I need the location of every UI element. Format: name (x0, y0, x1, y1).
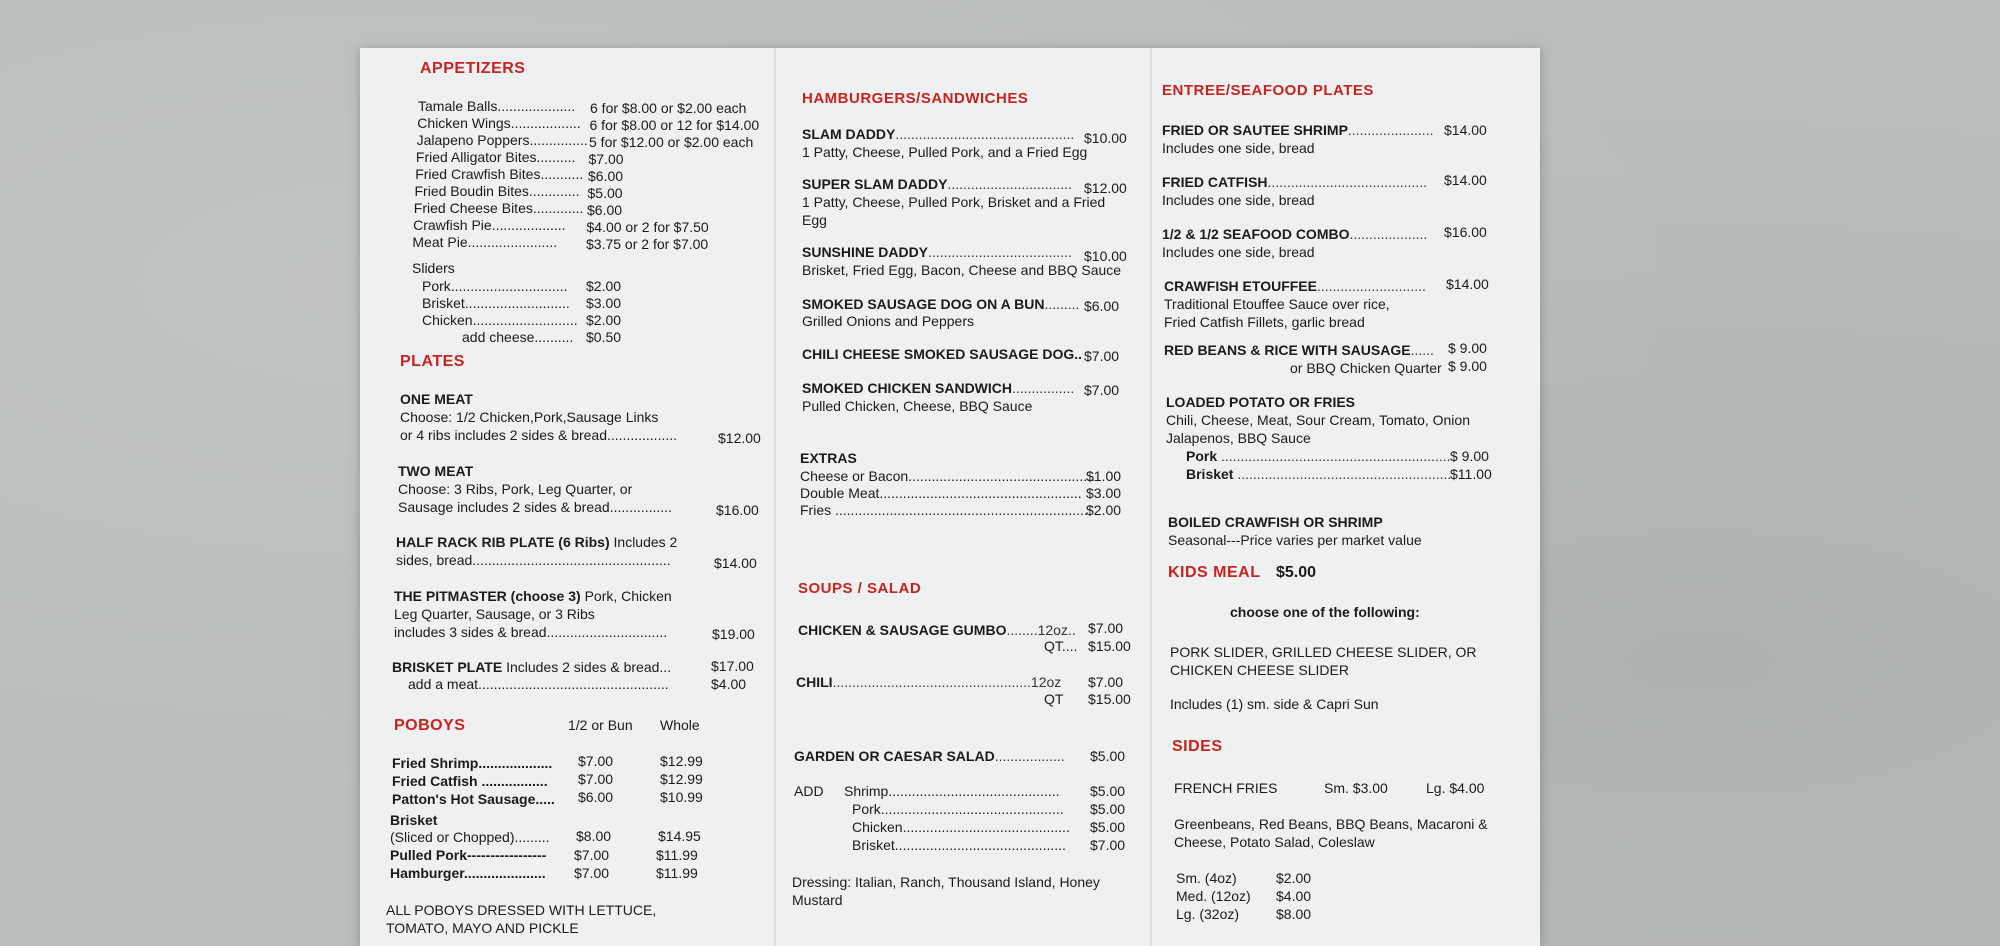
combo-desc: Includes one side, bread (1162, 244, 1315, 260)
poboy-name: Pulled Pork----------------- (390, 847, 547, 863)
one-meat-price: $12.00 (718, 430, 761, 446)
kids-price: $5.00 (1276, 564, 1317, 581)
catfish-desc: Includes one side, bread (1162, 192, 1315, 208)
salad-add-price: $5.00 (1090, 801, 1126, 817)
etouffee-line (1164, 278, 1426, 295)
extra-price: $3.00 (1086, 485, 1122, 501)
combo-line (1162, 226, 1427, 243)
half-rack-title: HALF RACK RIB PLATE (6 Ribs) (396, 534, 610, 550)
etouffee-name: CRAWFISH ETOUFFEE (1164, 278, 1317, 294)
potato-name: LOADED POTATO OR FRIES (1166, 394, 1356, 410)
slider-price: $2.00 (586, 312, 622, 328)
redbeans-price: $ 9.00 (1448, 340, 1487, 356)
poboy-brisket-half: $8.00 (576, 828, 612, 844)
pitmaster-desc: Leg Quarter, Sausage, or 3 Ribs (394, 606, 595, 622)
sides-list: Cheese, Potato Salad, Coleslaw (1174, 834, 1375, 850)
fries-label: FRENCH FRIES (1174, 780, 1278, 796)
menu-sheet (360, 48, 1540, 946)
fries-large: Lg. $4.00 (1426, 780, 1485, 796)
poboy-brisket-whole: $14.95 (658, 828, 701, 844)
etouffee-price: $14.00 (1446, 276, 1489, 292)
shrimp-desc: Includes one side, bread (1162, 140, 1315, 156)
burgers-heading: HAMBURGERS/SANDWICHES (802, 90, 1029, 107)
combo-name: 1/2 & 1/2 SEAFOOD COMBO (1162, 226, 1350, 242)
super-slam-desc: Egg (802, 212, 827, 228)
poboy-brisket-sub: (Sliced or Chopped)......... (390, 829, 550, 845)
poboy-half-price: $7.00 (574, 865, 610, 881)
redbeans-name: RED BEANS & RICE WITH SAUSAGE (1164, 342, 1411, 358)
slider-price: $0.50 (586, 329, 622, 345)
potato-desc: Jalapenos, BBQ Sauce (1166, 430, 1311, 446)
appetizer-price: $6.00 (587, 202, 623, 218)
appetizer-name: Fried Alligator Bites.......... (415, 149, 576, 165)
half-rack-desc: sides, bread................................................... (396, 552, 671, 568)
two-meat-desc: Choose: 3 Ribs, Pork, Leg Quarter, or (398, 481, 633, 497)
catfish-price: $14.00 (1444, 172, 1487, 188)
pitmaster-price: $19.00 (712, 626, 755, 642)
add-label: ADD (794, 783, 824, 799)
pitmaster-desc: includes 3 sides & bread............................... (394, 624, 668, 640)
appetizer-name: Tamale Balls.................... (418, 98, 576, 114)
salad-add-name: Brisket............................................ (852, 837, 1066, 853)
slider-name: add cheese.......... (462, 329, 574, 345)
poboys-col-whole: Whole (660, 717, 700, 733)
two-meat-desc: Sausage includes 2 sides & bread................ (398, 499, 672, 515)
appetizer-price: $6.00 (588, 168, 624, 184)
boiled-desc: Seasonal---Price varies per market value (1168, 532, 1422, 548)
appetizer-name: Chicken Wings.................. (417, 115, 581, 131)
combo-dots: .................... (1349, 226, 1428, 242)
extra-name: Fries ................................................................. (800, 502, 1088, 518)
slam-daddy-line (802, 126, 1074, 143)
sunshine-dots: ..................................... (928, 244, 1072, 260)
chicken-sandwich-dots: ................ (1012, 380, 1075, 396)
sunshine-price: $10.00 (1084, 248, 1127, 264)
extra-name: Cheese or Bacon................................................ (800, 468, 1095, 484)
poboy-whole-price: $11.99 (656, 847, 698, 863)
poboy-brisket-name: Brisket (390, 812, 438, 828)
slam-daddy-price: $10.00 (1084, 130, 1127, 146)
poboy-half-price: $6.00 (578, 789, 614, 805)
sunshine-name: SUNSHINE DADDY (802, 244, 929, 260)
side-size: Sm. (4oz) (1176, 870, 1237, 886)
brisket-plate-text: Includes 2 sides & bread... (502, 659, 672, 675)
salad-add-name: Shrimp............................................ (844, 783, 1060, 799)
extra-name: Double Meat.................................................... (800, 485, 1082, 501)
add-meat-desc: add a meat................................................. (408, 676, 669, 692)
salad-add-price: $7.00 (1090, 837, 1126, 853)
etouffee-dots: ............................ (1316, 278, 1426, 294)
half-rack-desc (396, 534, 677, 551)
appetizer-price: 5 for $12.00 or $2.00 each (589, 134, 754, 150)
appetizer-name: Fried Boudin Bites............. (414, 183, 580, 199)
fries-small: Sm. $3.00 (1324, 780, 1388, 796)
shrimp-price: $14.00 (1444, 122, 1487, 138)
pitmaster-desc (394, 588, 672, 605)
slider-price: $2.00 (586, 278, 622, 294)
half-rack-price: $14.00 (714, 555, 757, 571)
appetizer-price: 6 for $8.00 or $2.00 each (590, 100, 747, 116)
poboys-col-half: 1/2 or Bun (568, 717, 633, 733)
boiled-name: BOILED CRAWFISH OR SHRIMP (1168, 514, 1383, 530)
kids-includes: Includes (1) sm. side & Capri Sun (1170, 696, 1379, 712)
poboy-name: Fried Shrimp................... (392, 755, 553, 771)
brisket-plate-price: $17.00 (711, 658, 754, 674)
sides-heading: SIDES (1172, 738, 1223, 755)
poboy-whole-price: $12.99 (660, 771, 703, 787)
sides-list: Greenbeans, Red Beans, BBQ Beans, Macaroni & (1174, 816, 1488, 832)
slam-daddy-desc: 1 Patty, Cheese, Pulled Pork, and a Fried Egg (802, 144, 1088, 160)
entree-heading: ENTREE/SEAFOOD PLATES (1162, 82, 1374, 99)
fold-line (774, 48, 776, 946)
sausage-dog-price: $6.00 (1084, 298, 1120, 314)
chicken-sandwich-name: SMOKED CHICKEN SANDWICH (802, 380, 1012, 396)
salad-price: $5.00 (1090, 748, 1126, 764)
brisket-plate-title: BRISKET PLATE (392, 659, 503, 675)
two-meat-price: $16.00 (716, 502, 759, 518)
slider-price: $3.00 (586, 295, 622, 311)
one-meat-title: ONE MEAT (400, 391, 473, 407)
gumbo-price: $7.00 (1088, 620, 1124, 636)
appetizers-heading: APPETIZERS (420, 60, 526, 77)
kids-option: CHICKEN CHEESE SLIDER (1170, 662, 1349, 678)
slider-name: Pork.............................. (422, 278, 568, 294)
potato-pork-dots: ........................................................... (1221, 448, 1451, 464)
side-size-price: $2.00 (1276, 870, 1312, 886)
shrimp-dots: ...................... (1347, 122, 1434, 138)
salad-name: GARDEN OR CAESAR SALAD (794, 748, 995, 764)
potato-brisket-dots: ....................................................... (1237, 466, 1452, 482)
slam-daddy-name: SLAM DADDY (802, 126, 896, 142)
gumbo-dots: ........12oz.. (1006, 622, 1076, 638)
poboy-half-price: $7.00 (578, 771, 614, 787)
salad-add-name: Pork............................................... (852, 801, 1064, 817)
potato-pork-line (1186, 448, 1451, 465)
etouffee-desc: Fried Catfish Fillets, garlic bread (1164, 314, 1365, 330)
appetizer-price: $7.00 (588, 151, 624, 167)
combo-price: $16.00 (1444, 224, 1487, 240)
add-meat-price: $4.00 (711, 676, 747, 692)
chicken-sandwich-line (802, 380, 1074, 397)
potato-pork-price: $ 9.00 (1450, 448, 1489, 464)
kids-option: PORK SLIDER, GRILLED CHEESE SLIDER, OR (1170, 644, 1477, 660)
side-size: Med. (12oz) (1176, 888, 1251, 904)
sunshine-line (802, 244, 1072, 261)
super-slam-dots: ................................ (947, 176, 1072, 192)
pitmaster-text: Pork, Chicken (580, 588, 672, 604)
catfish-line (1162, 174, 1427, 191)
chicken-sandwich-price: $7.00 (1084, 382, 1120, 398)
catfish-dots: ......................................... (1267, 174, 1427, 190)
appetizer-name: Crawfish Pie................... (413, 217, 566, 233)
poboy-name: Hamburger..................... (390, 865, 546, 881)
gumbo-qt: QT.... (1044, 638, 1078, 654)
slider-name: Chicken........................... (422, 312, 578, 328)
sunshine-desc: Brisket, Fried Egg, Bacon, Cheese and BBQ Sauce (802, 262, 1122, 278)
appetizer-price: 6 for $8.00 or 12 for $14.00 (589, 117, 760, 133)
sausage-dog-name: SMOKED SAUSAGE DOG ON A BUN (802, 296, 1045, 312)
chili-dog-price: $7.00 (1084, 348, 1120, 364)
pitmaster-title: THE PITMASTER (choose 3) (394, 588, 581, 604)
one-meat-desc: Choose: 1/2 Chicken,Pork,Sausage Links (400, 409, 659, 425)
poboy-name: Fried Catfish ................. (392, 773, 548, 789)
poboy-name: Patton's Hot Sausage..... (392, 791, 555, 807)
brisket-plate-desc (392, 659, 671, 676)
super-slam-name: SUPER SLAM DADDY (802, 176, 948, 192)
slam-daddy-dots: .............................................. (895, 126, 1075, 142)
potato-brisket-price: $11.00 (1450, 466, 1492, 482)
chili-dots: ...................................................12oz (832, 674, 1062, 690)
potato-pork: Pork (1186, 448, 1218, 464)
gumbo-line (798, 622, 1076, 639)
poboys-note: TOMATO, MAYO AND PICKLE (386, 920, 579, 936)
kids-choose: choose one of the following: (1230, 604, 1420, 620)
poboy-half-price: $7.00 (578, 753, 614, 769)
salad-dots: .................. (994, 748, 1065, 764)
etouffee-desc: Traditional Etouffee Sauce over rice, (1164, 296, 1390, 312)
poboy-whole-price: $10.99 (660, 789, 703, 805)
appetizer-name: Meat Pie....................... (412, 234, 558, 250)
extra-price: $2.00 (1086, 502, 1122, 518)
side-size-price: $4.00 (1276, 888, 1312, 904)
one-meat-desc: or 4 ribs includes 2 sides & bread.................. (400, 427, 678, 443)
dressing-text: Dressing: Italian, Ranch, Thousand Island, Honey (792, 874, 1100, 890)
chili-dog-name: CHILI CHEESE SMOKED SAUSAGE DOG.. (802, 346, 1083, 362)
chili-name: CHILI (796, 674, 833, 690)
sliders-label: Sliders (412, 260, 455, 276)
extras-heading: EXTRAS (800, 450, 857, 466)
appetizer-name: Jalapeno Poppers............... (416, 132, 588, 148)
shrimp-line (1162, 122, 1433, 139)
potato-brisket-line (1186, 466, 1451, 483)
slider-name: Brisket........................... (422, 295, 570, 311)
potato-brisket: Brisket (1186, 466, 1234, 482)
poboy-whole-price: $12.99 (660, 753, 703, 769)
appetizer-price: $3.75 or 2 for $7.00 (586, 236, 709, 252)
chili-line (796, 674, 1061, 691)
dressing-text: Mustard (792, 892, 843, 908)
extra-price: $1.00 (1086, 468, 1122, 484)
chili-qt: QT (1044, 691, 1064, 707)
appetizer-price: $5.00 (587, 185, 623, 201)
kids-heading: KIDS MEAL (1168, 564, 1261, 581)
chili-price: $7.00 (1088, 674, 1124, 690)
shrimp-name: FRIED OR SAUTEE SHRIMP (1162, 122, 1348, 138)
redbeans-line (1164, 342, 1434, 359)
sausage-dog-dots: ......... (1044, 296, 1080, 312)
redbeans-alt: or BBQ Chicken Quarter (1290, 360, 1442, 376)
gumbo-name: CHICKEN & SAUSAGE GUMBO (798, 622, 1007, 638)
salad-line (794, 748, 1065, 765)
catfish-name: FRIED CATFISH (1162, 174, 1268, 190)
sausage-dog-line (802, 296, 1079, 313)
two-meat-title: TWO MEAT (398, 463, 474, 479)
salad-add-price: $5.00 (1090, 819, 1126, 835)
poboys-note: ALL POBOYS DRESSED WITH LETTUCE, (386, 902, 657, 918)
half-rack-text: Includes 2 (609, 534, 678, 550)
side-size-price: $8.00 (1276, 906, 1312, 922)
appetizer-name: Fried Crawfish Bites........... (415, 166, 584, 182)
salad-add-name: Chicken........................................... (852, 819, 1070, 835)
side-size: Lg. (32oz) (1176, 906, 1240, 922)
fold-line (1150, 48, 1152, 946)
poboys-heading: POBOYS (394, 717, 466, 734)
soups-heading: SOUPS / SALAD (798, 580, 922, 597)
sausage-dog-desc: Grilled Onions and Peppers (802, 313, 974, 329)
plates-heading: PLATES (400, 353, 465, 370)
salad-add-price: $5.00 (1090, 783, 1126, 799)
potato-desc: Chili, Cheese, Meat, Sour Cream, Tomato, Onion (1166, 412, 1470, 428)
redbeans-dots: ...... (1410, 342, 1434, 358)
super-slam-line (802, 176, 1072, 193)
chicken-sandwich-desc: Pulled Chicken, Cheese, BBQ Sauce (802, 398, 1033, 414)
poboy-half-price: $7.00 (574, 847, 610, 863)
appetizer-name: Fried Cheese Bites............. (413, 200, 584, 216)
super-slam-price: $12.00 (1084, 180, 1127, 196)
chili-qt-price: $15.00 (1088, 691, 1131, 707)
poboy-whole-price: $11.99 (656, 865, 698, 881)
appetizer-price: $4.00 or 2 for $7.50 (586, 219, 709, 235)
redbeans-alt-price: $ 9.00 (1448, 358, 1487, 374)
gumbo-qt-price: $15.00 (1088, 638, 1131, 654)
super-slam-desc: 1 Patty, Cheese, Pulled Pork, Brisket and a Fried (802, 194, 1106, 210)
